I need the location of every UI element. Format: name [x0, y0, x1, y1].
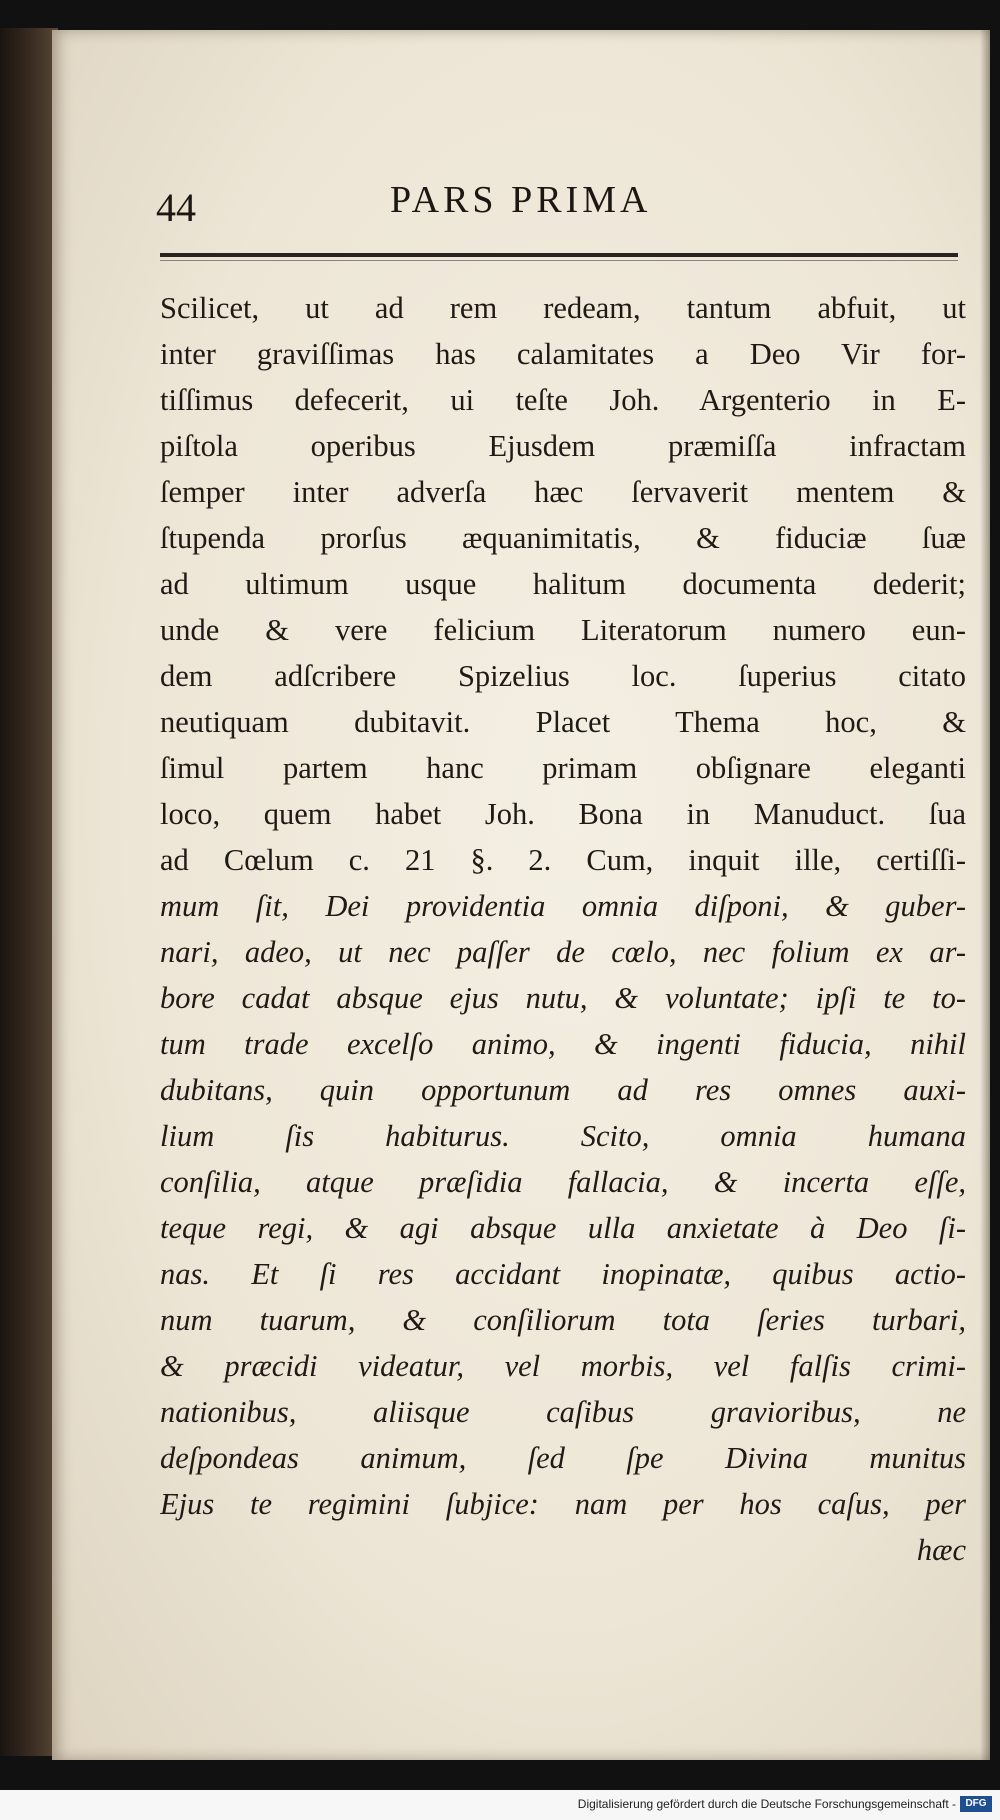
dfg-logo: DFG	[960, 1796, 992, 1812]
body-text	[160, 285, 966, 1573]
book-binding-edge	[0, 28, 58, 1756]
page-edge-shadow	[980, 30, 990, 1760]
text-line: nari, adeo, ut nec paſſer de cœlo, nec folium ex ar-	[160, 935, 966, 969]
text-line: ſtupenda prorſus æquanimitatis, & fiduciæ ſuæ	[160, 521, 966, 555]
text-line: ad ultimum usque halitum documenta dederit;	[160, 567, 966, 601]
text-line: tiſſimus defecerit, ui teſte Joh. Argenterio in E-	[160, 383, 966, 417]
text-line: loco, quem habet Joh. Bona in Manuduct. ſua	[160, 797, 966, 831]
text-line: ad Cœlum c. 21 §. 2. Cum, inquit ille, certiſſi-	[160, 843, 966, 877]
text-line: num tuarum, & conſiliorum tota ſeries turbari,	[160, 1303, 966, 1337]
text-line: mum ſit, Dei providentia omnia diſponi, & guber-	[160, 889, 966, 923]
text-line: neutiquam dubitavit. Placet Thema hoc, &	[160, 705, 966, 739]
footer-bar	[0, 1790, 1000, 1820]
text-line: & præcidi videatur, vel morbis, vel falſis crimi-	[160, 1349, 966, 1383]
text-line: dubitans, quin opportunum ad res omnes auxi-	[160, 1073, 966, 1107]
text-line: tum trade excelſo animo, & ingenti fiducia, nihil	[160, 1027, 966, 1061]
text-line: teque regi, & agi absque ulla anxietate à Deo ſi-	[160, 1211, 966, 1245]
text-line: hæc	[916, 1533, 966, 1567]
header-rule	[160, 253, 958, 257]
text-line: unde & vere felicium Literatorum numero eun-	[160, 613, 966, 647]
text-line: Ejus te regimini ſubjice: nam per hos caſus, per	[160, 1487, 966, 1521]
text-line: deſpondeas animum, ſed ſpe Divina munitus	[160, 1441, 966, 1475]
text-line: ſimul partem hanc primam obſignare eleganti	[160, 751, 966, 785]
running-head: PARS PRIMA	[390, 179, 652, 221]
text-line: nas. Et ſi res accidant inopinatæ, quibus actio-	[160, 1257, 966, 1291]
text-line: lium ſis habiturus. Scito, omnia humana	[160, 1119, 966, 1153]
header-rule-thin	[160, 260, 958, 261]
text-line: bore cadat absque ejus nutu, & voluntate; ipſi te to-	[160, 981, 966, 1015]
text-line: Scilicet, ut ad rem redeam, tantum abfuit, ut	[160, 291, 966, 325]
text-line: ſemper inter adverſa hæc ſervaverit mentem &	[160, 475, 966, 509]
footer-credit: Digitalisierung gefördert durch die Deutsche Forschungsgemeinschaft -	[577, 1797, 956, 1811]
page-header	[0, 178, 938, 238]
text-line: conſilia, atque præſidia fallacia, & incerta eſſe,	[160, 1165, 966, 1199]
text-line: piſtola operibus Ejusdem præmiſſa infractam	[160, 429, 966, 463]
text-line: nationibus, aliisque caſibus gravioribus, ne	[160, 1395, 966, 1429]
page-number: 44	[156, 185, 196, 230]
text-line: dem adſcribere Spizelius loc. ſuperius citato	[160, 659, 966, 693]
text-line: inter graviſſimas has calamitates a Deo Vir for-	[160, 337, 966, 371]
